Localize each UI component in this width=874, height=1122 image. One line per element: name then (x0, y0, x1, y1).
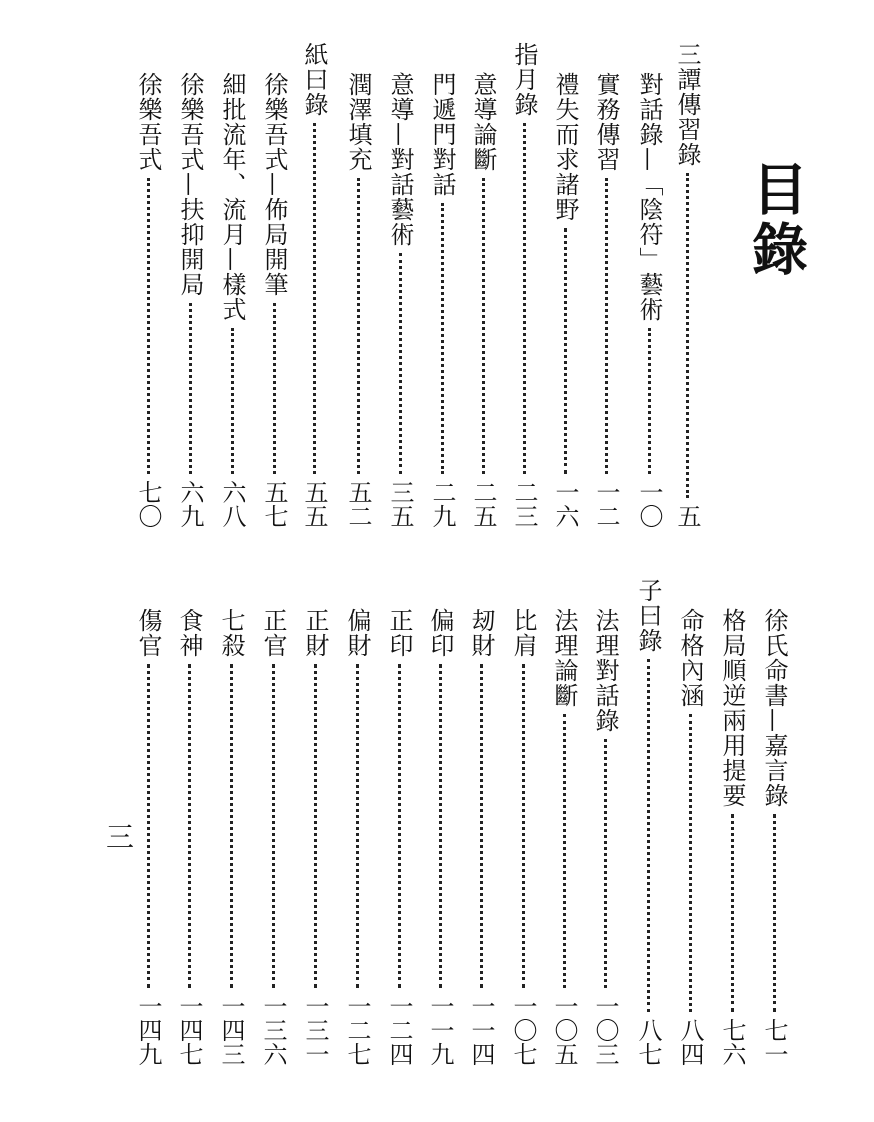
toc-entry-title: 七殺 (217, 608, 245, 658)
toc-entry-page: 八四 (676, 1018, 704, 1066)
toc-entry-title: 格局順逆兩用提要 (718, 608, 746, 808)
toc-entry-title: 意導—對話藝術 (386, 72, 414, 247)
toc-entry-page: 一四三 (217, 994, 245, 1066)
toc-entry-page: 一〇三 (591, 994, 619, 1066)
toc-entry-title: 門遞門對話 (428, 72, 456, 197)
toc-entry-title: 比肩 (509, 608, 537, 658)
toc-entry (178, 72, 202, 528)
toc-entry-title: 傷官 (134, 608, 162, 658)
toc-entry-title: 正印 (385, 608, 413, 658)
toc-entry (261, 608, 285, 1066)
toc-entry-title: 正官 (259, 608, 287, 658)
toc-entry-page: 七〇 (134, 480, 162, 528)
toc-entry (511, 608, 535, 1066)
toc-entry-title: 徐樂吾式 (134, 72, 162, 172)
toc-entry-page: 五五 (300, 480, 328, 528)
toc-entry (136, 608, 160, 1066)
leader-dots (482, 178, 485, 474)
leader-dots (230, 664, 233, 988)
toc-entry-page: 一三一 (301, 994, 329, 1066)
toc-entry (637, 72, 661, 528)
leader-dots (563, 714, 566, 988)
leader-dots (231, 328, 234, 474)
toc-entry-page: 二五 (469, 480, 497, 528)
leader-dots (523, 123, 526, 474)
leader-dots (188, 664, 191, 988)
toc-entry-page: 一二 (592, 480, 620, 528)
toc-entry-title: 命格內涵 (676, 608, 704, 708)
toc-entry (302, 42, 326, 528)
toc-entry-page: 七六 (718, 1018, 746, 1066)
toc-entry-title: 徐氏命書—嘉言錄 (760, 608, 788, 808)
leader-dots (357, 178, 360, 474)
toc-entry-page: 六九 (176, 480, 204, 528)
leader-dots (648, 328, 651, 474)
leader-dots (689, 714, 692, 1012)
toc-entry-title: 刼財 (467, 608, 495, 658)
toc-entry-page: 一〇 (635, 480, 663, 528)
toc-entry-title: 禮失而求諸野 (551, 72, 579, 222)
toc-entry (177, 608, 201, 1066)
toc-entry-title: 徐樂吾式—扶抑開局 (176, 72, 204, 297)
toc-entry-page: 一二四 (385, 994, 413, 1066)
toc-entry-title: 指月錄 (510, 42, 538, 117)
toc-entry-title: 子曰錄 (634, 578, 662, 653)
toc-entry-title: 法理論斷 (550, 608, 578, 708)
toc-entry (553, 72, 577, 528)
toc-entry (720, 608, 744, 1066)
leader-dots (313, 123, 316, 474)
leader-dots (147, 178, 150, 474)
toc-entry-page: 一一九 (426, 994, 454, 1066)
toc-entry-page: 五 (673, 504, 701, 528)
leader-dots (314, 664, 317, 988)
toc-entry-page: 一二七 (343, 994, 371, 1066)
page-title: 目錄 (743, 160, 809, 280)
toc-entry (220, 72, 244, 528)
toc-entry-page: 七一 (760, 1018, 788, 1066)
toc-entry-title: 三譚傳習錄 (673, 42, 701, 167)
toc-entry-title: 意導論斷 (469, 72, 497, 172)
leader-dots (773, 814, 776, 1012)
toc-entry (136, 72, 160, 528)
leader-dots (439, 664, 442, 988)
toc-entry-page: 一四七 (175, 994, 203, 1066)
leader-dots (480, 664, 483, 988)
toc-entry (636, 578, 660, 1066)
toc-entry (675, 42, 699, 528)
toc-entry-title: 偏財 (343, 608, 371, 658)
leader-dots (605, 178, 608, 474)
page-number: 三 (102, 822, 135, 850)
toc-entry (762, 608, 786, 1066)
toc-entry (430, 72, 454, 528)
leader-dots (189, 303, 192, 474)
toc-entry (303, 608, 327, 1066)
toc-entry-page: 三五 (386, 480, 414, 528)
toc-entry-page: 五七 (260, 480, 288, 528)
toc-entry (512, 42, 536, 528)
toc-entry-title: 食神 (175, 608, 203, 658)
toc-entry-page: 一〇五 (550, 994, 578, 1066)
toc-entry-title: 紙曰錄 (300, 42, 328, 117)
toc-entry (346, 72, 370, 528)
toc-entry-page: 一〇七 (509, 994, 537, 1066)
toc-entry-title: 偏印 (426, 608, 454, 658)
leader-dots (398, 664, 401, 988)
toc-entry (469, 608, 493, 1066)
toc-entry (594, 72, 618, 528)
toc-entry-page: 二三 (510, 480, 538, 528)
toc-entry-page: 六八 (218, 480, 246, 528)
toc-entry-page: 一四九 (134, 994, 162, 1066)
leader-dots (441, 203, 444, 474)
toc-entry (593, 608, 617, 1066)
toc-entry (678, 608, 702, 1066)
toc-entry (552, 608, 576, 1066)
toc-entry-title: 潤澤填充 (344, 72, 372, 172)
toc-entry-title: 法理對話錄 (591, 608, 619, 733)
leader-dots (273, 303, 276, 474)
toc-entry-page: 一一四 (467, 994, 495, 1066)
toc-entry (388, 72, 412, 528)
toc-entry-page: 一三六 (259, 994, 287, 1066)
leader-dots (147, 664, 150, 988)
leader-dots (604, 739, 607, 988)
toc-entry (262, 72, 286, 528)
toc-entry (345, 608, 369, 1066)
toc-entry-page: 一六 (551, 480, 579, 528)
leader-dots (564, 228, 567, 474)
leader-dots (686, 173, 689, 498)
toc-entry-page: 二九 (428, 480, 456, 528)
toc-entry-title: 對話錄—「陰符」藝術 (635, 72, 663, 322)
toc-entry-title: 細批流年、流月—樣式 (218, 72, 246, 322)
leader-dots (399, 253, 402, 474)
toc-entry (219, 608, 243, 1066)
toc-entry (387, 608, 411, 1066)
leader-dots (647, 659, 650, 1012)
toc-entry-title: 正財 (301, 608, 329, 658)
leader-dots (522, 664, 525, 988)
toc-entry-page: 五二 (344, 480, 372, 528)
toc-entry-title: 徐樂吾式—佈局開筆 (260, 72, 288, 297)
toc-entry-page: 八七 (634, 1018, 662, 1066)
leader-dots (356, 664, 359, 988)
toc-entry (471, 72, 495, 528)
leader-dots (731, 814, 734, 1012)
leader-dots (272, 664, 275, 988)
toc-entry (428, 608, 452, 1066)
toc-entry-title: 實務傳習 (592, 72, 620, 172)
